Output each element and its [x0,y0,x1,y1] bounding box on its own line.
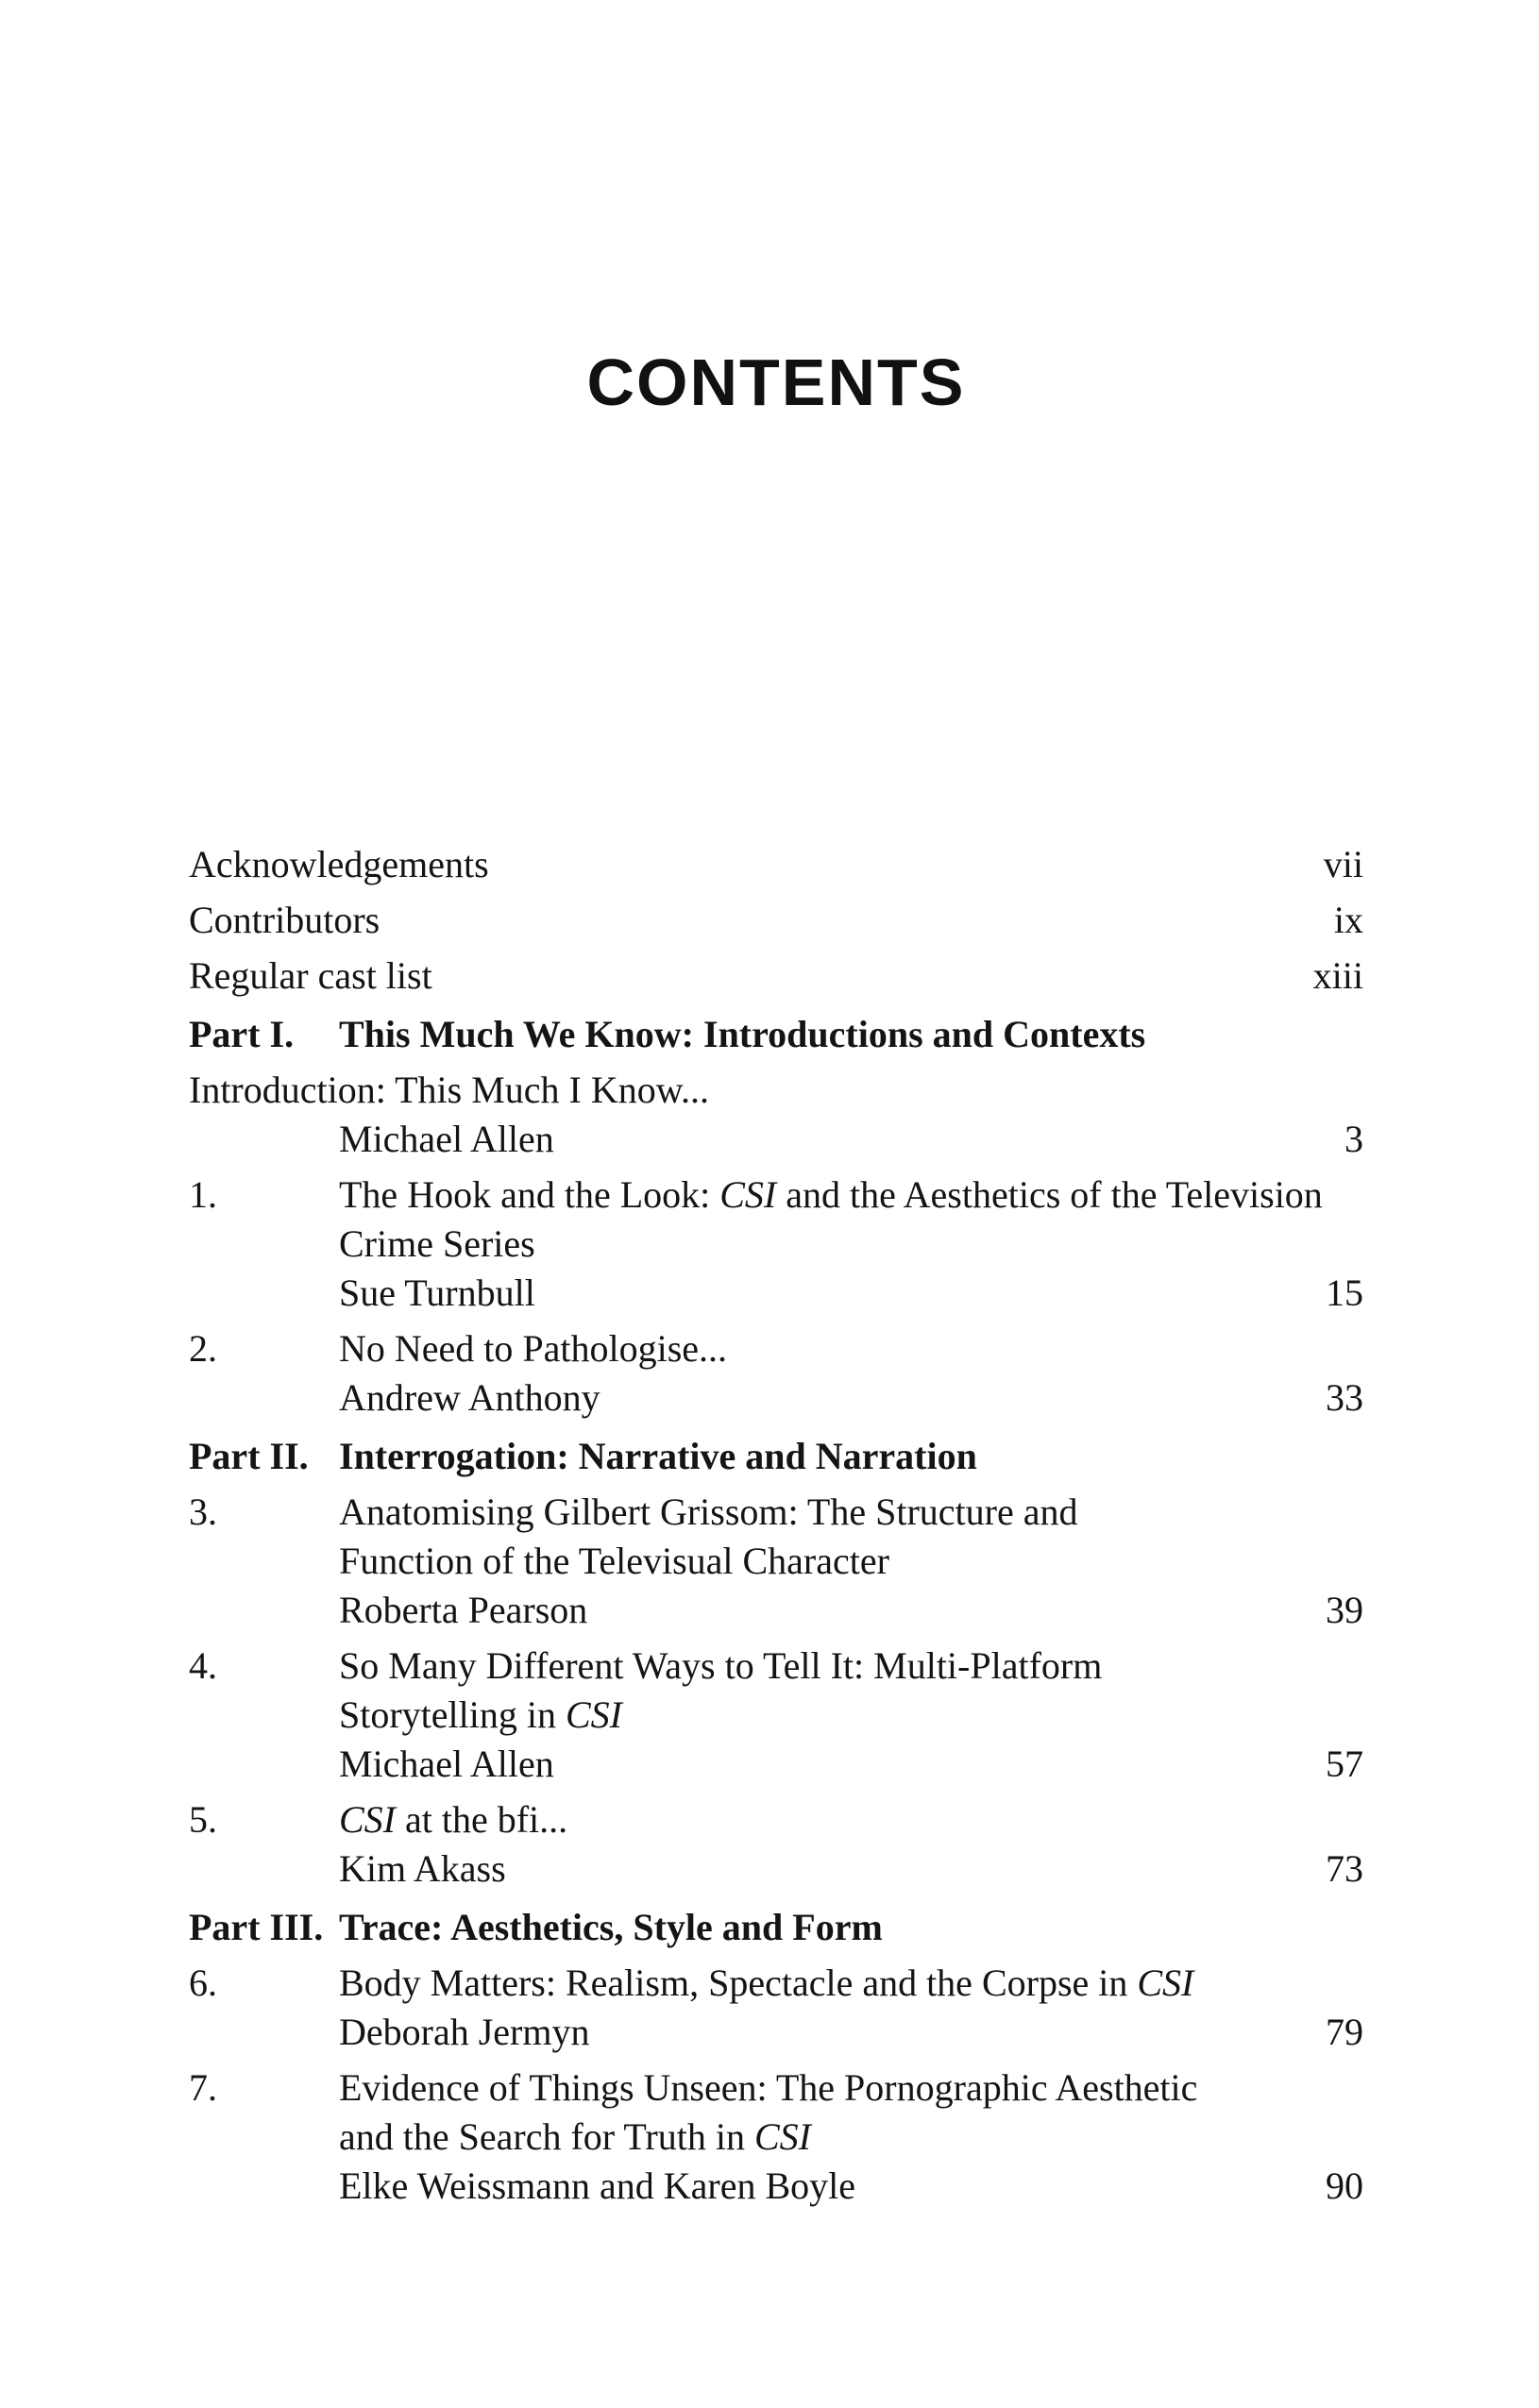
title-text: Storytelling in [339,1693,566,1736]
toc-entry [189,1170,1363,1318]
part-label: Part I. [189,1013,295,1055]
entry-number: 6. [189,1962,217,2004]
part-title: Trace: Aesthetics, Style and Form [339,1906,883,1948]
entry-body [339,1324,1363,1423]
title-text: and the Aesthetics of the Television [776,1173,1323,1216]
entry-number: 1. [189,1173,217,1216]
entry-author-line [339,1269,1363,1318]
part-heading [189,1010,1363,1059]
entry-body [339,1170,1363,1318]
entry-author: Roberta Pearson [339,1589,588,1631]
entry-author: Deborah Jermyn [339,2011,590,2053]
entry-page-number: 3 [1345,1118,1363,1160]
entry-body [339,2063,1363,2211]
toc-entry [189,1795,1363,1894]
title-text: CSI [753,2115,811,2158]
front-matter-row [189,896,1363,945]
title-text: and the Search for Truth in [339,2115,754,2158]
title-text: The Hook and the Look: [339,1173,720,1216]
entry-page-number: 39 [1326,1589,1363,1631]
part-label: Part II. [189,1435,309,1477]
toc-entry [189,1324,1363,1423]
toc-entry [189,2063,1363,2211]
front-matter-page-number: vii [1323,843,1363,885]
front-matter-row [189,951,1363,1001]
entry-author-line [339,1586,1363,1635]
toc-entry [189,1488,1363,1635]
entry-author: Kim Akass [339,1847,506,1890]
title-text: CSI [1137,1962,1194,2004]
title-text: Introduction: This Much I Know... [189,1069,710,1111]
entry-page-number: 73 [1326,1847,1363,1890]
title-text: So Many Different Ways to Tell It: Multi-Platform [339,1644,1103,1687]
entry-author: Andrew Anthony [339,1376,600,1419]
entry-number: 3. [189,1490,217,1533]
entry-author: Elke Weissmann and Karen Boyle [339,2164,856,2207]
title-text: CSI [339,1798,396,1841]
entry-author-line [339,1740,1363,1789]
toc [189,840,1363,2211]
front-matter-page-number: ix [1333,899,1363,941]
part-label: Part III. [189,1906,324,1948]
front-matter-label: Contributors [189,899,381,941]
front-matter-label: Regular cast list [189,954,432,997]
entry-title-line [339,1324,1363,1373]
entry-author-wrap [189,1115,1363,1164]
entry-page-number: 33 [1326,1376,1363,1419]
entry-number: 7. [189,2066,217,2109]
entry-author: Michael Allen [339,1743,554,1785]
entry-body [339,1959,1363,2057]
title-text: CSI [566,1693,622,1736]
entry-body [339,1642,1363,1789]
part-heading [189,1432,1363,1481]
entry-page-number: 79 [1326,2011,1363,2053]
toc-entry [189,1959,1363,2057]
entry-author-line [339,2008,1363,2057]
front-matter-row [189,840,1363,889]
entry-title-line [339,1220,1363,1269]
contents-block [189,0,1363,2217]
toc-entry [189,1066,1363,1164]
title-text: at the bfi... [396,1798,568,1841]
part-heading [189,1903,1363,1952]
title-text: Function of the Televisual Character [339,1540,889,1582]
entry-author: Michael Allen [339,1118,554,1160]
toc-entry [189,1642,1363,1789]
entry-author-line [339,1115,1363,1164]
entry-title-line [339,2113,1363,2162]
entry-author-line [339,2162,1363,2211]
entry-title-line [339,2063,1363,2113]
entry-author: Sue Turnbull [339,1271,535,1314]
title-text: No Need to Pathologise... [339,1327,728,1370]
title-text: CSI [719,1173,777,1216]
entry-title-line [339,1795,1363,1844]
page-title: CONTENTS [586,345,966,419]
title-text: Evidence of Things Unseen: The Pornographic Aesthetic [339,2066,1198,2109]
front-matter-label: Acknowledgements [189,843,489,885]
entry-title-line [189,1066,1363,1115]
title-text: Body Matters: Realism, Spectacle and the Corpse in [339,1962,1138,2004]
part-title: This Much We Know: Introductions and Contexts [339,1013,1146,1055]
entry-title-line [339,1537,1363,1586]
entry-title-line [339,1170,1363,1220]
entry-page-number: 90 [1326,2164,1363,2207]
entry-body [339,1488,1363,1635]
entry-title-line [339,1959,1363,2008]
entry-number: 4. [189,1644,217,1687]
entry-author-line [339,1844,1363,1894]
entry-page-number: 57 [1326,1743,1363,1785]
entry-title-line [339,1488,1363,1537]
entry-title-line [339,1691,1363,1740]
entry-author-line [339,1373,1363,1423]
entry-number: 5. [189,1798,217,1841]
front-matter-page-number: xiii [1312,954,1363,997]
part-title: Interrogation: Narrative and Narration [339,1435,977,1477]
entry-title-line [339,1642,1363,1691]
entry-body [339,1795,1363,1894]
title-text: Anatomising Gilbert Grissom: The Structure and [339,1490,1078,1533]
title-text: Crime Series [339,1222,535,1265]
entry-number: 2. [189,1327,217,1370]
entry-page-number: 15 [1326,1271,1363,1314]
